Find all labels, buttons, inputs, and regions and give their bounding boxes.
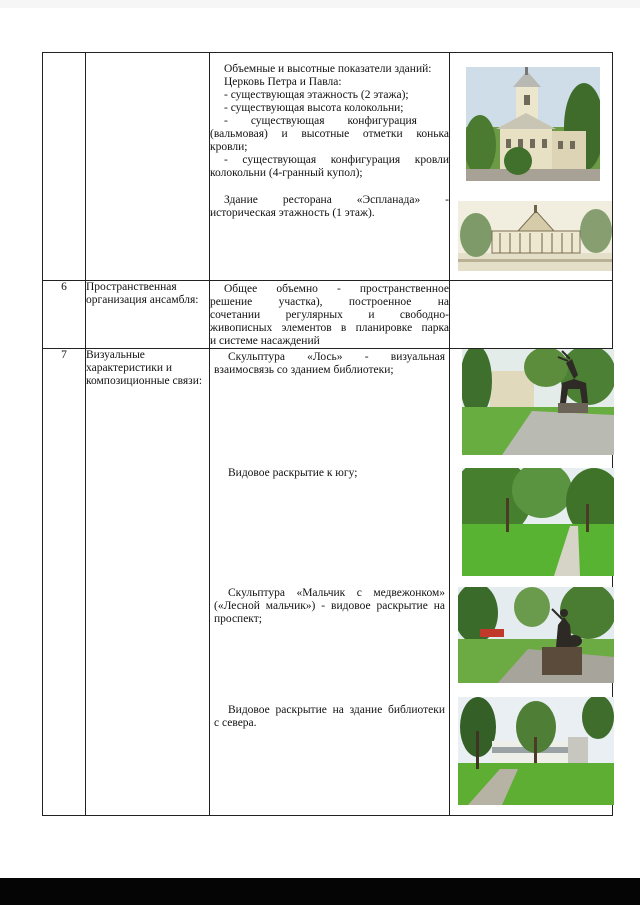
row-image-cell (450, 53, 613, 281)
desc-line: историческая этажность (1 этаж). (210, 207, 375, 219)
desc-line: Общее объемно - пространственное (224, 283, 449, 295)
desc-line: взаимосвязь со зданием библиотеки; (214, 364, 394, 376)
visual-item (214, 587, 445, 626)
row-description-cell (210, 53, 450, 281)
desc-line: Видовое раскрытие к югу; (228, 467, 358, 479)
desc-line: - существующая этажность (2 этажа); (224, 89, 409, 101)
row-image-cell (450, 349, 613, 816)
desc-line: - существующая конфигурация (224, 115, 417, 127)
row-description-cell (210, 349, 450, 816)
elk-sculpture-photo (462, 349, 614, 455)
table-row-6 (43, 281, 613, 349)
row-name-cell (86, 53, 210, 281)
desc-line: Скульптура «Мальчик с медвежонком» (228, 587, 445, 599)
row-number-cell (43, 53, 86, 281)
desc-line: кровли; (210, 141, 248, 153)
row-number-cell: 6 (43, 281, 86, 349)
esplanade-restaurant-drawing (458, 201, 612, 271)
desc-line: Здание ресторана «Эспланада» - (224, 194, 449, 206)
desc-line: живописных элементов в планировке парка (210, 322, 449, 334)
desc-line: колокольни (4-гранный купол); (210, 167, 363, 179)
row-name-cell: Визуальные характеристики и композиционные связи: (86, 349, 210, 816)
park-view-south-photo (462, 468, 614, 576)
desc-line: проспект; (214, 613, 262, 625)
scan-bottom-edge (0, 878, 640, 905)
table-row-continuation (43, 53, 613, 281)
row-description-cell (210, 281, 450, 349)
visual-item (214, 704, 445, 730)
table-row-7 (43, 349, 613, 816)
desc-line: Скульптура «Лось» - визуальная (228, 351, 445, 363)
document-table (42, 52, 613, 816)
scan-top-edge (0, 0, 640, 8)
library-north-view-photo (458, 697, 614, 805)
desc-line: решение участка), построенное на (210, 296, 449, 308)
row-image-cell (450, 281, 613, 349)
row-name-cell: Пространственная организация ансамбля: (86, 281, 210, 349)
boy-with-bear-sculpture-photo (458, 587, 614, 683)
row-number-cell: 7 (43, 349, 86, 816)
desc-line: и системе насаждений (210, 335, 320, 347)
desc-line: Церковь Петра и Павла: (224, 76, 342, 88)
desc-line: Видовое раскрытие на здание библиотеки (228, 704, 445, 716)
desc-line: сочетании регулярных и свободно- (210, 309, 449, 321)
desc-line: - существующая конфигурация кровли (224, 154, 449, 166)
desc-line: с севера. (214, 717, 257, 729)
desc-line: («Лесной мальчик») - видовое раскрытие на (214, 600, 445, 612)
church-peter-paul-photo (466, 67, 600, 181)
desc-line: Объемные и высотные показатели зданий: (224, 63, 432, 75)
visual-item (214, 467, 445, 480)
desc-line: (вальмовая) и высотные отметки конька (210, 128, 449, 140)
visual-item (214, 351, 445, 377)
desc-line: - существующая высота колокольни; (224, 102, 404, 114)
